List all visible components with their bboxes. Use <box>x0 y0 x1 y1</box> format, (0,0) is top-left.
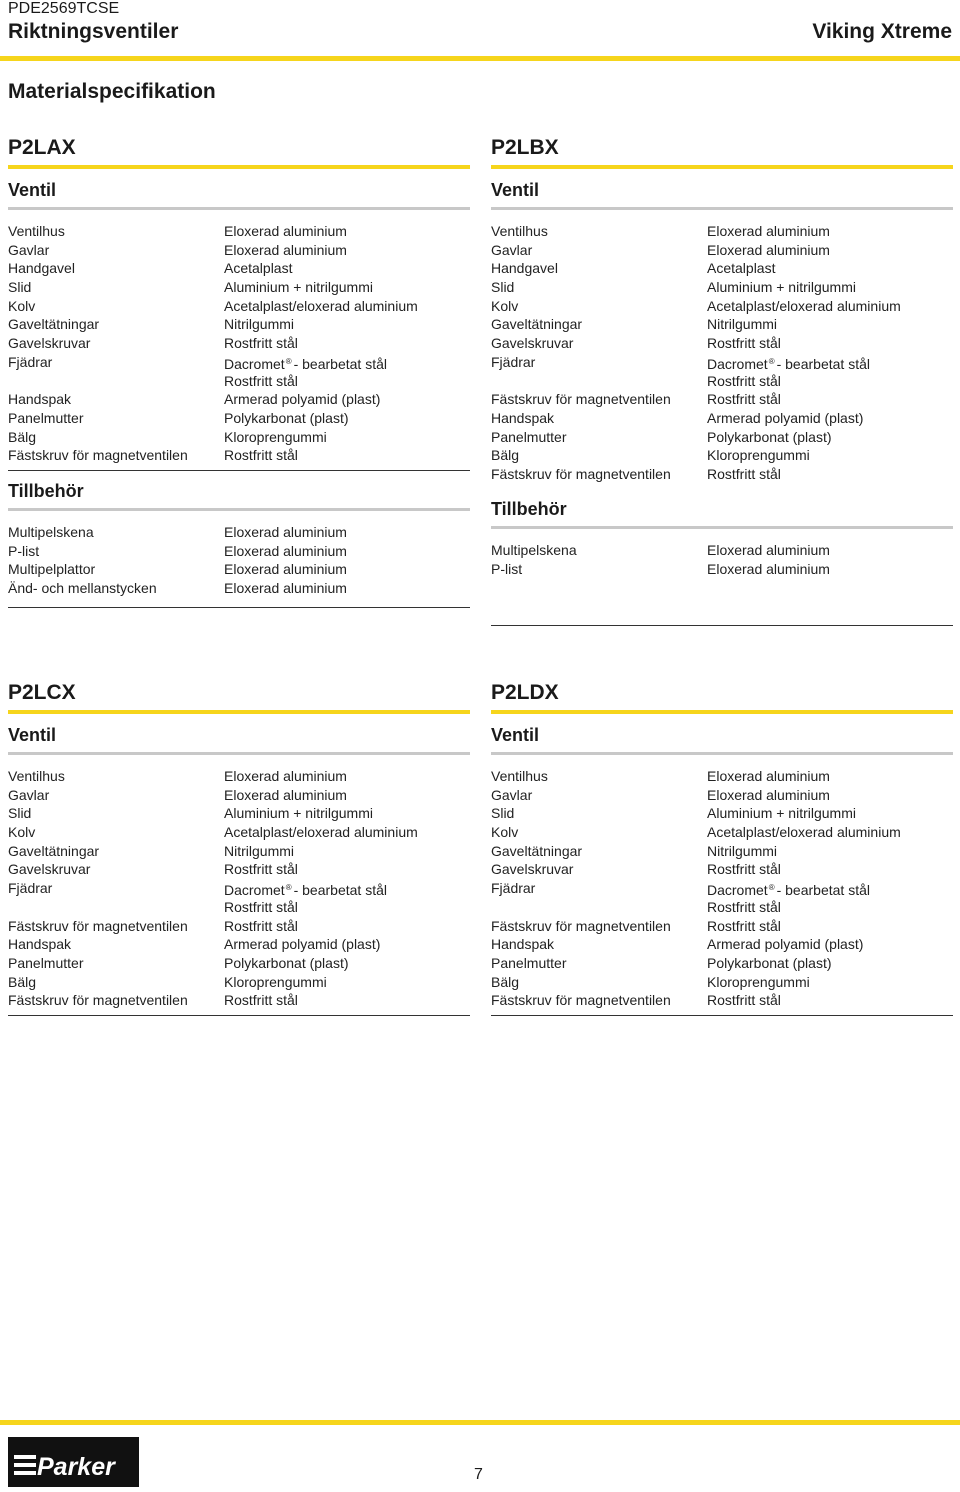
spec-component: Gavlar <box>8 786 50 803</box>
spec-component: Gaveltätningar <box>491 842 583 859</box>
spec-material <box>707 278 953 297</box>
model-title: P2LAX <box>8 136 76 159</box>
tillbehor-spec-list <box>491 541 953 625</box>
spec-component: Gaveltätningar <box>8 842 100 859</box>
spec-component: Kolv <box>491 824 519 841</box>
spec-row <box>8 935 470 954</box>
spec-material-text: Rostfritt stål <box>707 992 781 1009</box>
spec-material-text: Rostfritt stål <box>224 335 298 352</box>
p2lax-block <box>8 131 470 608</box>
spec-component: Fjädrar <box>8 880 53 897</box>
tillbehor-spec-list <box>8 523 470 607</box>
spec-component: Änd- och mellanstycken <box>8 580 157 597</box>
spec-row <box>8 278 470 297</box>
spec-component: Bälg <box>8 973 37 990</box>
spec-row <box>491 297 953 316</box>
spec-row <box>491 973 953 992</box>
spec-row <box>8 973 470 992</box>
spec-material <box>707 973 953 992</box>
spec-component: Slid <box>491 805 515 822</box>
spec-material <box>224 315 470 334</box>
spec-row <box>8 860 470 879</box>
ventil-rule <box>8 752 470 755</box>
spec-row <box>8 297 470 316</box>
parker-logo-icon <box>8 1437 139 1487</box>
spec-material-text: Polykarbonat (plast) <box>224 409 349 426</box>
spec-material <box>224 446 470 465</box>
spec-component: Panelmutter <box>491 428 567 445</box>
spec-material-suffix: - bearbetat stål <box>293 355 387 372</box>
spec-material <box>707 241 953 260</box>
spec-material-text: Eloxerad aluminium <box>224 561 347 578</box>
registered-mark: ® <box>768 883 775 893</box>
spec-material-text: Eloxerad aluminium <box>224 223 347 239</box>
p2lcx-block <box>8 676 470 1016</box>
spec-row <box>491 842 953 861</box>
spec-material-text: Armerad polyamid (plast) <box>707 409 864 426</box>
spec-material-text: Polykarbonat (plast) <box>707 954 832 971</box>
spec-material-text: Eloxerad aluminium <box>224 768 347 784</box>
spec-component: Multipelskena <box>8 524 94 540</box>
spec-component: Slid <box>8 279 32 296</box>
spec-material <box>224 767 470 786</box>
spec-material-text: Armerad polyamid (plast) <box>707 936 864 953</box>
ventil-heading: Ventil <box>491 180 540 200</box>
spec-component: Gavelskruvar <box>491 861 574 878</box>
spec-component: Gavelskruvar <box>8 335 91 352</box>
spec-row <box>491 935 953 954</box>
spec-material <box>224 523 470 542</box>
model-accent-rule <box>8 165 470 169</box>
spec-material-text: Polykarbonat (plast) <box>707 428 832 445</box>
spec-material <box>707 222 953 241</box>
spec-component: Handspak <box>8 936 72 953</box>
spec-material <box>224 409 470 428</box>
spec-row <box>491 241 953 260</box>
spec-row <box>491 259 953 278</box>
spec-material-text: Aluminium + nitrilgummi <box>224 805 373 822</box>
spec-material <box>224 390 470 409</box>
spec-material <box>224 353 470 372</box>
spec-component: Panelmutter <box>8 409 84 426</box>
spec-material-text: Aluminium + nitrilgummi <box>224 279 373 296</box>
spec-material <box>224 917 470 936</box>
spec-material-text: Dacromet <box>224 882 285 899</box>
p2ldx-block <box>491 676 953 1016</box>
spec-component: Gavlar <box>8 241 50 258</box>
spec-material <box>707 409 953 428</box>
spec-material-text: Kloroprengummi <box>707 447 810 464</box>
model-accent-rule <box>491 710 953 714</box>
spec-component: Fästskruv för magnetventilen <box>491 391 671 408</box>
spec-component: Ventilhus <box>491 768 548 784</box>
spec-row <box>8 786 470 805</box>
spec-row <box>491 954 953 973</box>
spec-material <box>707 315 953 334</box>
spec-component: Gaveltätningar <box>491 316 583 333</box>
spec-component: Slid <box>491 279 515 296</box>
spec-material <box>707 767 953 786</box>
spec-component: Gavelskruvar <box>491 335 574 352</box>
page-number: 7 <box>474 1466 483 1483</box>
spec-component: Kolv <box>8 297 36 314</box>
spec-material <box>707 353 953 372</box>
spec-material-text: Eloxerad aluminium <box>224 542 347 559</box>
spec-material-text: Eloxerad aluminium <box>707 560 830 577</box>
spec-material-text: Rostfritt stål <box>224 898 298 915</box>
spec-component: Fästskruv för magnetventilen <box>8 992 188 1009</box>
spec-material-text: Rostfritt stål <box>707 861 781 878</box>
spec-row <box>491 898 953 917</box>
spec-component: Fästskruv för magnetventilen <box>8 447 188 464</box>
spec-material-text: Rostfritt stål <box>707 465 781 482</box>
spec-material-suffix: - bearbetat stål <box>293 882 387 899</box>
spec-row <box>8 409 470 428</box>
spec-material <box>707 446 953 465</box>
spec-row <box>491 860 953 879</box>
spec-material-text: Eloxerad aluminium <box>707 542 830 558</box>
spec-component: Handspak <box>491 936 555 953</box>
spec-material-text: Rostfritt stål <box>224 447 298 464</box>
spec-row <box>8 372 470 391</box>
ventil-heading: Ventil <box>8 180 57 200</box>
doc-code: PDE2569TCSE <box>8 0 120 17</box>
spec-row <box>8 879 470 898</box>
spec-component: Gavlar <box>491 241 533 258</box>
spec-material <box>707 541 953 560</box>
spec-material <box>224 560 470 579</box>
spec-material <box>707 991 953 1010</box>
spec-row <box>491 917 953 936</box>
spec-row <box>8 315 470 334</box>
spec-row <box>491 786 953 805</box>
spec-row <box>8 390 470 409</box>
spec-row <box>491 409 953 428</box>
spec-row <box>8 259 470 278</box>
spec-material <box>707 804 953 823</box>
spec-component: P-list <box>8 542 40 559</box>
tillbehor-heading: Tillbehör <box>8 481 84 501</box>
spec-material-text: Kloroprengummi <box>224 428 327 445</box>
spec-component: Kolv <box>8 824 36 841</box>
spec-material-text: Nitrilgummi <box>707 316 777 333</box>
spec-component: P-list <box>491 560 523 577</box>
spec-material-text: Eloxerad aluminium <box>707 786 830 803</box>
spec-component <box>8 372 224 391</box>
spec-component: Fjädrar <box>8 353 53 370</box>
spec-material-text: Eloxerad aluminium <box>707 768 830 784</box>
spec-material-text: Rostfritt stål <box>707 391 781 408</box>
spec-row <box>8 241 470 260</box>
spec-material <box>224 297 470 316</box>
spec-material-suffix: - bearbetat stål <box>776 355 870 372</box>
spec-material-text: Kloroprengummi <box>224 973 327 990</box>
spec-material-text: Rostfritt stål <box>707 917 781 934</box>
spec-material-text: Armerad polyamid (plast) <box>224 936 381 953</box>
header-accent-bar <box>0 56 960 61</box>
spec-material <box>224 973 470 992</box>
tillbehor-heading: Tillbehör <box>491 499 567 519</box>
section-end-rule <box>8 470 470 471</box>
spec-material-text: Aluminium + nitrilgummi <box>707 805 856 822</box>
spec-row <box>491 278 953 297</box>
spec-row <box>491 222 953 241</box>
spec-row <box>8 446 470 465</box>
spec-row <box>8 560 470 579</box>
spec-material-text: Rostfritt stål <box>707 372 781 389</box>
spec-material-text: Rostfritt stål <box>224 372 298 389</box>
model-accent-rule <box>491 165 953 169</box>
spec-material <box>707 465 953 484</box>
spec-row <box>8 823 470 842</box>
spec-component: Multipelplattor <box>8 561 96 578</box>
spec-material <box>707 390 953 409</box>
spec-material-text: Acetalplast/eloxerad aluminium <box>707 824 901 841</box>
spec-material <box>224 786 470 805</box>
spec-component: Ventilhus <box>8 768 65 784</box>
spec-material <box>224 804 470 823</box>
spec-material <box>707 879 953 898</box>
p2lbx-block <box>491 131 953 626</box>
spec-row <box>491 823 953 842</box>
spec-component: Gavlar <box>491 786 533 803</box>
spec-component: Handspak <box>491 409 555 426</box>
spec-row <box>8 898 470 917</box>
spec-component: Bälg <box>491 447 520 464</box>
registered-mark: ® <box>285 883 292 893</box>
doc-title: Riktningsventiler <box>8 20 179 43</box>
spec-material <box>224 579 470 598</box>
spec-row <box>491 991 953 1010</box>
spec-material <box>224 954 470 973</box>
spec-row <box>491 315 953 334</box>
spec-material-text: Aluminium + nitrilgummi <box>707 279 856 296</box>
spec-material <box>707 334 953 353</box>
spec-material <box>224 991 470 1010</box>
spec-material-text: Armerad polyamid (plast) <box>224 391 381 408</box>
spec-row <box>491 353 953 372</box>
spec-material <box>707 823 953 842</box>
spec-row <box>8 542 470 561</box>
spec-material <box>707 860 953 879</box>
spec-row <box>491 804 953 823</box>
spec-row <box>491 465 953 484</box>
spec-material-text: Dacromet <box>224 355 285 372</box>
ventil-spec-list <box>491 767 953 1015</box>
spec-component: Kolv <box>491 297 519 314</box>
spec-component: Gavelskruvar <box>8 861 91 878</box>
spec-material <box>224 222 470 241</box>
spec-material <box>224 241 470 260</box>
spec-component <box>8 898 224 917</box>
spec-material <box>224 935 470 954</box>
spec-row <box>8 767 470 786</box>
spec-row <box>491 390 953 409</box>
spec-material-text: Rostfritt stål <box>224 992 298 1009</box>
ventil-rule <box>491 207 953 210</box>
spec-component: Gaveltätningar <box>8 316 100 333</box>
spec-material <box>224 842 470 861</box>
spec-row <box>491 334 953 353</box>
spec-material-text: Dacromet <box>707 355 768 372</box>
spec-row <box>8 353 470 372</box>
spec-material <box>224 259 470 278</box>
spec-material-text: Rostfritt stål <box>224 917 298 934</box>
spec-row <box>8 579 470 598</box>
spec-material <box>707 259 953 278</box>
spec-material <box>224 860 470 879</box>
section-end-rule <box>8 1015 470 1016</box>
parker-logo <box>8 1437 139 1487</box>
spec-row <box>8 954 470 973</box>
spec-component: Fästskruv för magnetventilen <box>491 992 671 1009</box>
spec-material <box>707 954 953 973</box>
model-accent-rule <box>8 710 470 714</box>
spec-material-text: Eloxerad aluminium <box>707 241 830 258</box>
ventil-rule <box>8 207 470 210</box>
spec-material <box>224 334 470 353</box>
spec-row <box>491 560 953 579</box>
spec-component <box>491 372 707 391</box>
spec-material-text: Nitrilgummi <box>224 842 294 859</box>
spec-component: Handgavel <box>8 260 75 277</box>
section-end-rule <box>491 1015 953 1016</box>
spec-material-text: Kloroprengummi <box>707 973 810 990</box>
model-title: P2LCX <box>8 681 76 704</box>
spec-material <box>707 842 953 861</box>
spec-component: Fjädrar <box>491 353 536 370</box>
spec-row <box>8 523 470 542</box>
spec-row <box>491 428 953 447</box>
spec-material <box>224 898 470 917</box>
spec-material <box>707 917 953 936</box>
spec-row <box>8 917 470 936</box>
footer-accent-bar <box>0 1420 960 1425</box>
spec-material <box>707 898 953 917</box>
spec-material <box>224 542 470 561</box>
spec-component: Ventilhus <box>491 223 548 239</box>
spec-material-text: Eloxerad aluminium <box>224 786 347 803</box>
registered-mark: ® <box>768 356 775 366</box>
tillbehor-rule <box>491 526 953 529</box>
spec-component: Ventilhus <box>8 223 65 239</box>
ventil-spec-list <box>8 222 470 470</box>
spec-material-text: Eloxerad aluminium <box>224 241 347 258</box>
model-title: P2LDX <box>491 681 559 704</box>
spec-material-text: Nitrilgummi <box>224 316 294 333</box>
spec-row <box>8 842 470 861</box>
spec-material <box>707 372 953 391</box>
spec-material-text: Rostfritt stål <box>707 898 781 915</box>
spec-material-text: Rostfritt stål <box>224 861 298 878</box>
section-end-rule <box>8 607 470 608</box>
spec-material <box>707 935 953 954</box>
spec-material <box>224 278 470 297</box>
spec-material-text: Eloxerad aluminium <box>224 524 347 540</box>
ventil-rule <box>491 752 953 755</box>
spec-row <box>8 804 470 823</box>
spec-material-text: Dacromet <box>707 882 768 899</box>
spec-component: Fästskruv för magnetventilen <box>8 917 188 934</box>
spec-row <box>8 991 470 1010</box>
spec-material-text: Acetalplast <box>224 260 293 277</box>
spec-row <box>8 428 470 447</box>
spec-row <box>491 372 953 391</box>
spec-material-text: Acetalplast/eloxerad aluminium <box>224 824 418 841</box>
spec-component: Fjädrar <box>491 880 536 897</box>
spec-material <box>224 823 470 842</box>
ventil-heading: Ventil <box>491 725 540 745</box>
brand-name: Viking Xtreme <box>812 20 952 43</box>
spec-component: Bälg <box>8 428 37 445</box>
spec-component: Bälg <box>491 973 520 990</box>
spec-row <box>491 541 953 560</box>
model-title: P2LBX <box>491 136 559 159</box>
spec-material <box>707 428 953 447</box>
spec-material-text: Eloxerad aluminium <box>224 580 347 597</box>
spec-material-text: Nitrilgummi <box>707 842 777 859</box>
spec-component: Handspak <box>8 391 72 408</box>
tillbehor-rule <box>8 508 470 511</box>
spec-material <box>707 297 953 316</box>
spec-row <box>8 222 470 241</box>
spec-component: Panelmutter <box>8 954 84 971</box>
spec-material <box>224 428 470 447</box>
spec-component: Panelmutter <box>491 954 567 971</box>
spec-material <box>707 786 953 805</box>
section-end-rule <box>491 625 953 626</box>
spec-component: Fästskruv för magnetventilen <box>491 917 671 934</box>
registered-mark: ® <box>285 356 292 366</box>
spec-material <box>707 560 953 579</box>
spec-material-text: Eloxerad aluminium <box>707 223 830 239</box>
section-title: Materialspecifikation <box>8 80 216 103</box>
ventil-heading: Ventil <box>8 725 57 745</box>
spec-component: Handgavel <box>491 260 558 277</box>
spec-material-text: Polykarbonat (plast) <box>224 954 349 971</box>
spec-row <box>491 879 953 898</box>
spec-material <box>224 372 470 391</box>
spec-component <box>491 898 707 917</box>
spec-material-text: Acetalplast/eloxerad aluminium <box>707 297 901 314</box>
spec-component: Slid <box>8 805 32 822</box>
ventil-spec-list <box>491 222 953 489</box>
spec-material <box>224 879 470 898</box>
ventil-spec-list <box>8 767 470 1015</box>
logo-wordmark: Parker <box>37 1453 115 1481</box>
spec-material-text: Acetalplast <box>707 260 776 277</box>
spec-component: Fästskruv för magnetventilen <box>491 465 671 482</box>
spec-material-text: Rostfritt stål <box>707 335 781 352</box>
spec-component: Multipelskena <box>491 542 577 558</box>
spec-row <box>8 334 470 353</box>
spec-material-text: Acetalplast/eloxerad aluminium <box>224 297 418 314</box>
spec-material-suffix: - bearbetat stål <box>776 882 870 899</box>
spec-row <box>491 767 953 786</box>
spec-row <box>491 446 953 465</box>
